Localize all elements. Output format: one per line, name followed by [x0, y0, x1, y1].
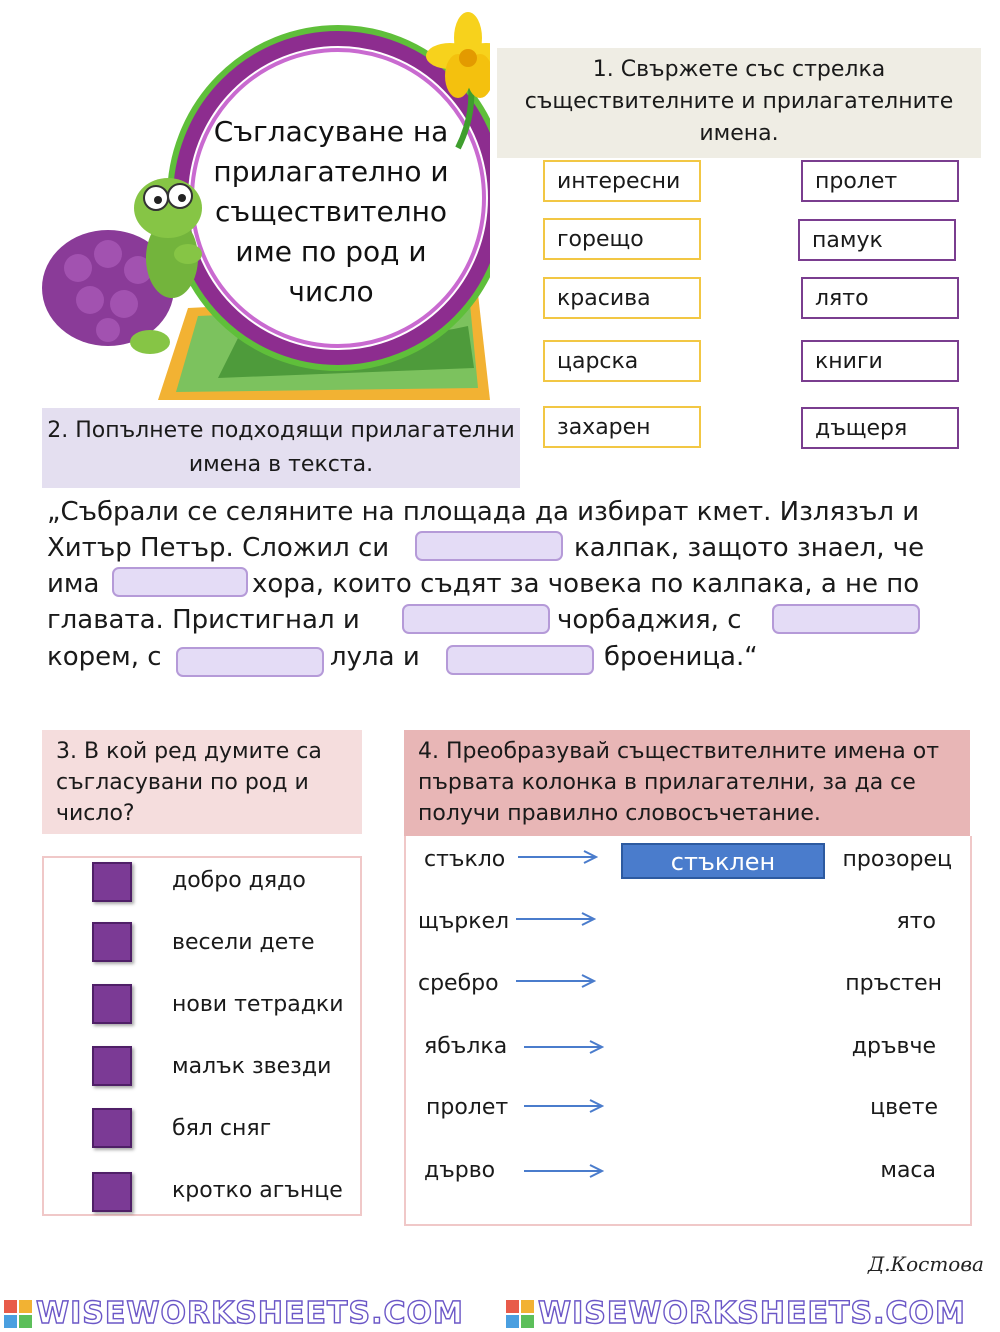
adjective-box[interactable]: горещо	[543, 218, 701, 260]
option-label: весели дете	[172, 930, 315, 955]
source-noun: дърво	[424, 1158, 496, 1183]
blank-input[interactable]	[112, 567, 248, 597]
signature: Д.Костова	[868, 1252, 984, 1276]
option-label: кротко агънце	[172, 1178, 343, 1203]
target-noun: пръстен	[845, 971, 942, 996]
noun-box[interactable]: лято	[801, 277, 959, 319]
source-noun: стъкло	[424, 847, 506, 872]
checkbox[interactable]	[92, 862, 132, 902]
noun-box[interactable]: памук	[798, 219, 956, 261]
page-title: Съгласуване на прилагателно и съществително име по род и число	[213, 115, 449, 308]
story-line: главата. Пристигнал и	[47, 605, 360, 635]
source-noun: ябълка	[424, 1034, 508, 1059]
task3-options	[42, 856, 362, 1216]
story-line: чорбаджия, с	[557, 605, 742, 635]
footer-watermark	[0, 1296, 1000, 1332]
checkbox[interactable]	[92, 1108, 132, 1148]
task1-prompt: 1. Свържете със стрелка съществителните и прилагателните имена.	[497, 48, 981, 158]
blank-input[interactable]	[402, 604, 550, 634]
story-line: „Събрали се селяните на площада да избират кмет. Излязъл и	[47, 497, 920, 527]
target-noun: ято	[896, 909, 936, 934]
story-line: Хитър Петър. Сложил си	[47, 533, 390, 563]
noun-box[interactable]: книги	[801, 340, 959, 382]
wiseworksheets-logo-icon	[506, 1300, 534, 1328]
task3-prompt: 3. В кой ред думите са съгласувани по род и число?	[42, 730, 362, 834]
target-noun: дръвче	[851, 1034, 936, 1059]
story-line: има	[47, 569, 100, 599]
arrow-right-icon	[524, 1099, 604, 1113]
target-noun: прозорец	[842, 847, 952, 872]
noun-box[interactable]: дъщеря	[801, 407, 959, 449]
watermark-text: WISEWORKSHEETS.COM	[36, 1296, 464, 1331]
source-noun: щъркел	[418, 909, 510, 934]
watermark-text: WISEWORKSHEETS.COM	[538, 1296, 966, 1331]
target-noun: цвете	[870, 1095, 938, 1120]
story-line: хора, които съдят за човека по калпака, а не по	[252, 569, 920, 599]
blank-input[interactable]	[176, 647, 324, 677]
story-line: лула и	[330, 642, 420, 672]
story-line: броеница.“	[604, 642, 758, 672]
blank-input[interactable]	[415, 531, 563, 561]
wiseworksheets-logo-icon	[4, 1300, 32, 1328]
arrow-right-icon	[516, 974, 596, 988]
option-label: нови тетрадки	[172, 992, 344, 1017]
story-line: корем, с	[47, 642, 162, 672]
option-label: добро дядо	[172, 868, 306, 893]
task4-prompt: 4. Преобразувай съществителните имена от първата колонка в прилагателни, за да се получи правилно словосъчетание.	[404, 730, 970, 836]
option-label: малък звезди	[172, 1054, 332, 1079]
task2-prompt: 2. Попълнете подходящи прилагателни имена в текста.	[42, 408, 520, 488]
arrow-right-icon	[518, 850, 598, 864]
source-noun: сребро	[418, 971, 499, 996]
arrow-right-icon	[516, 912, 596, 926]
checkbox[interactable]	[92, 984, 132, 1024]
arrow-right-icon	[524, 1164, 604, 1178]
arrow-right-icon	[524, 1040, 604, 1054]
blank-input[interactable]	[446, 645, 594, 675]
noun-box[interactable]: пролет	[801, 160, 959, 202]
blank-input[interactable]	[772, 604, 920, 634]
adjective-box[interactable]: царска	[543, 340, 701, 382]
adjective-box[interactable]: захарен	[543, 406, 701, 448]
adjective-box[interactable]: красива	[543, 277, 701, 319]
source-noun: пролет	[426, 1095, 509, 1120]
answer-box[interactable]: стъклен	[621, 843, 825, 879]
target-noun: маса	[880, 1158, 936, 1183]
checkbox[interactable]	[92, 1172, 132, 1212]
checkbox[interactable]	[92, 1046, 132, 1086]
option-label: бял сняг	[172, 1116, 272, 1141]
story-line: калпак, защото знаел, че	[574, 533, 925, 563]
story-text	[47, 494, 977, 530]
checkbox[interactable]	[92, 922, 132, 962]
adjective-box[interactable]: интересни	[543, 160, 701, 202]
turtle-icon	[42, 178, 202, 354]
